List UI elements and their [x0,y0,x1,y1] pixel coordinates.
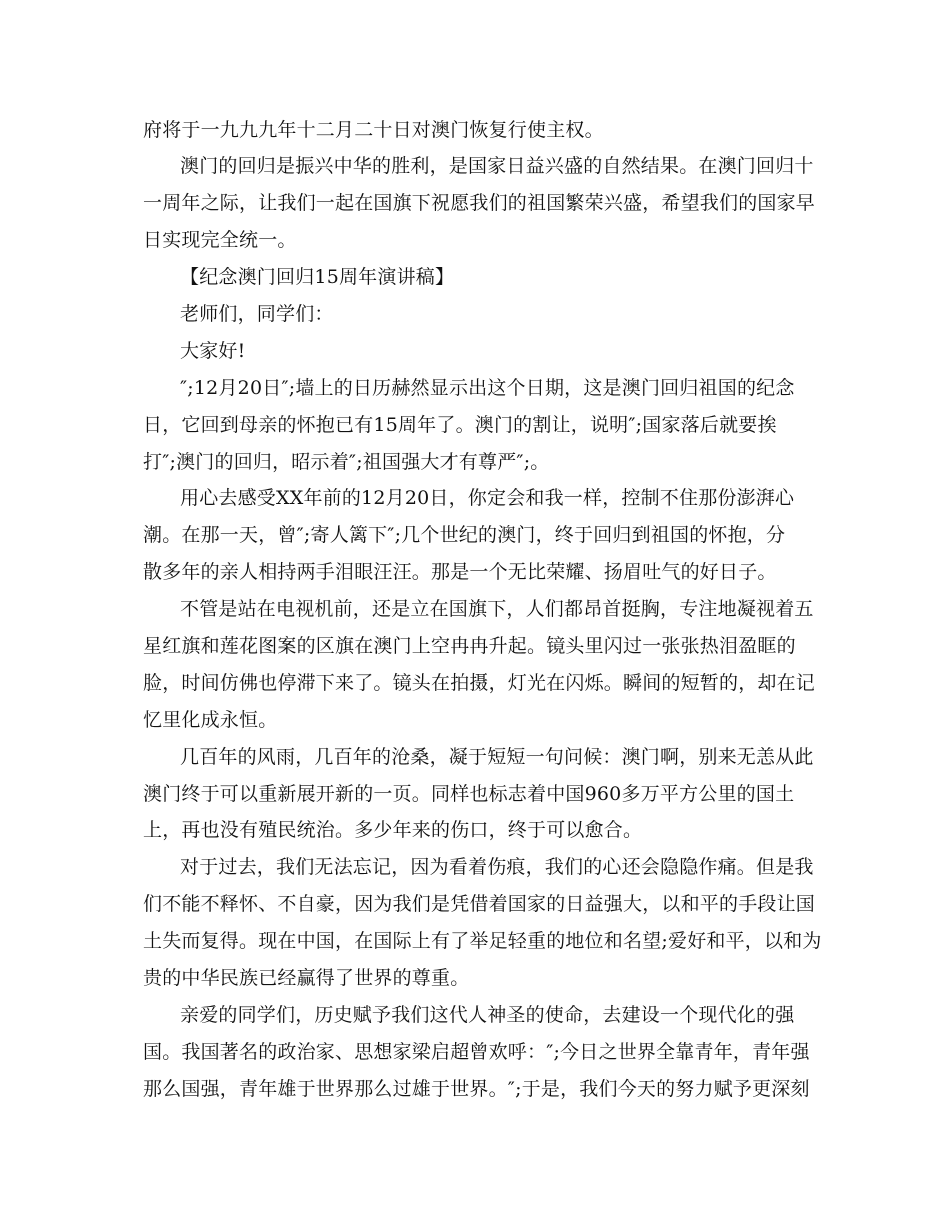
paragraph-line: ″;12月20日″;墙上的日历赫然显示出这个日期，这是澳门回归祖国的纪念 [180,377,795,399]
paragraph-line: 不管是站在电视机前，还是立在国旗下，人们都昂首挺胸，专注地凝视着五 [180,598,814,620]
paragraph-line: 对于过去，我们无法忘记，因为看着伤痕，我们的心还会隐隐作痛。但是我 [180,856,814,878]
section-heading: 【纪念澳门回归15周年演讲稿】 [180,266,455,288]
greeting-line: 大家好! [180,340,246,362]
text-line: 忆里化成永恒。 [143,709,278,731]
paragraph-line: 几百年的风雨，几百年的沧桑，凝于短短一句问候：澳门啊，别来无恙从此 [180,746,814,768]
text-line: 脸，时间仿佛也停滞下来了。镜头在拍摄，灯光在闪烁。瞬间的短暂的，却在记 [143,672,816,694]
text-line: 一周年之际，让我们一起在国旗下祝愿我们的祖国繁荣兴盛，希望我们的国家早 [143,192,816,214]
text-line: 府将于一九九九年十二月二十日对澳门恢复行使主权。 [143,119,604,141]
text-line: 打″;澳门的回归，昭示着″;祖国强大才有尊严″;。 [143,451,550,473]
text-line: 日，它回到母亲的怀抱已有15周年了。澳门的割让，说明″;国家落后就要挨 [143,414,777,436]
text-line: 潮。在那一天，曾″;寄人篱下″;几个世纪的澳门，终于回归到祖国的怀抱，分 [143,524,786,546]
text-line: 散多年的亲人相持两手泪眼汪汪。那是一个无比荣耀、扬眉吐气的好日子。 [143,561,777,583]
paragraph-line: 澳门的回归是振兴中华的胜利，是国家日益兴盛的自然结果。在澳门回归十 [180,155,814,177]
salutation-line: 老师们，同学们： [180,303,334,325]
text-line: 国。我国著名的政治家、思想家梁启超曾欢呼：″;今日之世界全靠青年，青年强 [143,1041,810,1063]
text-line: 那么国强，青年雄于世界那么过雄于世界。″;于是，我们今天的努力赋予更深刻 [143,1078,810,1100]
paragraph-line: 用心去感受XX年前的12月20日，你定会和我一样，控制不住那份澎湃心 [180,487,795,509]
text-line: 贵的中华民族已经赢得了世界的尊重。 [143,967,470,989]
text-line: 上，再也没有殖民统治。多少年来的伤口，终于可以愈合。 [143,819,643,841]
paragraph-line: 亲爱的同学们，历史赋予我们这代人神圣的使命，去建设一个现代化的强 [180,1004,795,1026]
text-line: 土失而复得。现在中国，在国际上有了举足轻重的地位和名望;爱好和平，以和为 [143,930,822,952]
text-line: 星红旗和莲花图案的区旗在澳门上空冉冉升起。镜头里闪过一张张热泪盈眶的 [143,635,796,657]
text-line: 日实现完全统一。 [143,229,297,251]
text-line: 们不能不释怀、不自豪，因为我们是凭借着国家的日益强大，以和平的手段让国 [143,893,816,915]
text-line: 澳门终于可以重新展开新的一页。同样也标志着中国960多万平方公里的国土 [143,783,795,805]
